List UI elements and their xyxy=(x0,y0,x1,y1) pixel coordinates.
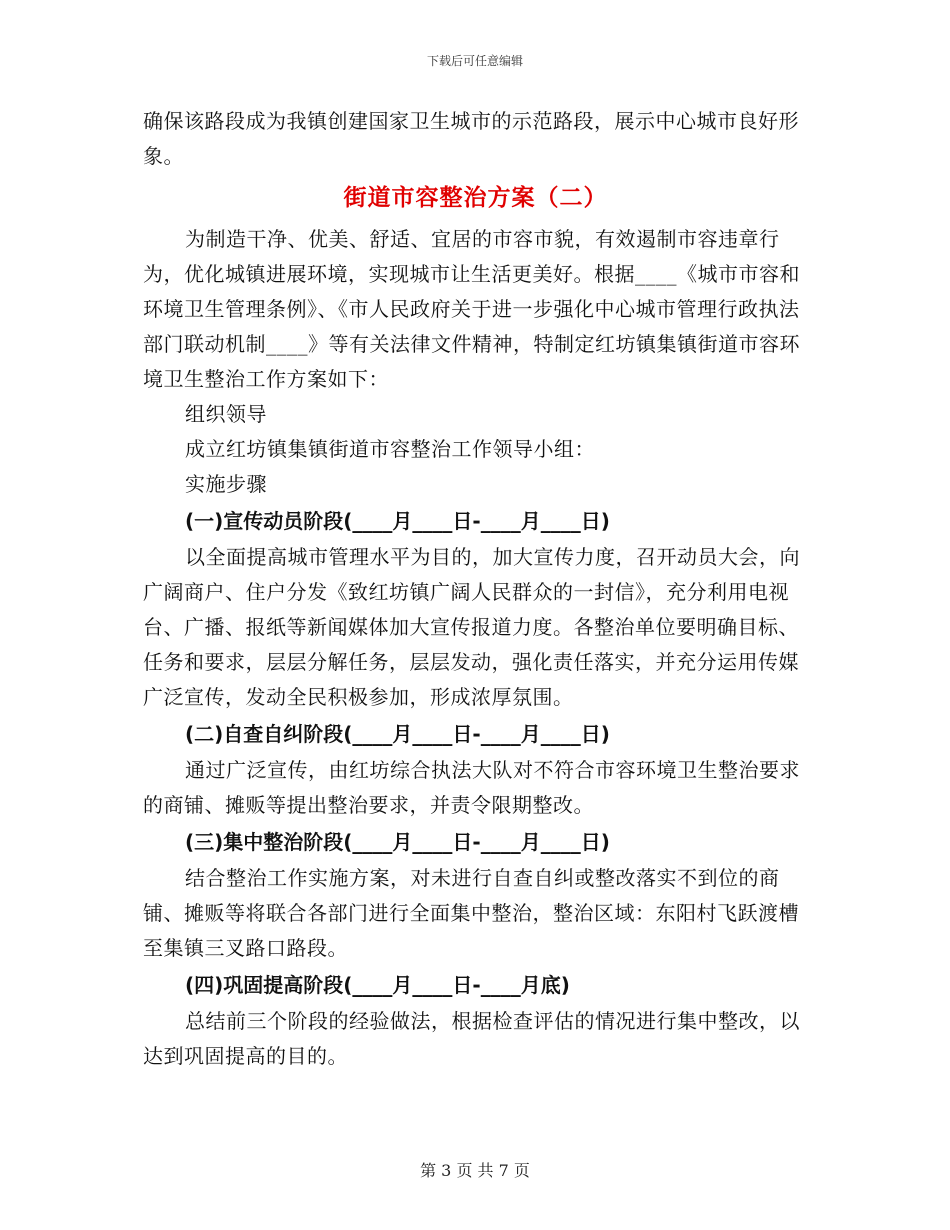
stage4-body: 总结前三个阶段的经验做法，根据检查评估的情况进行集中整改，以达到巩固提高的目的。 xyxy=(143,1009,800,1068)
org-group-paragraph: 成立红坊镇集镇街道市容整治工作领导小组： xyxy=(185,437,595,461)
stage1-heading: (一)宣传动员阶段(____月____日-____月____日) xyxy=(185,509,610,533)
page-header: 下载后可任意编辑 xyxy=(426,54,523,68)
stage3-body: 结合整治工作实施方案，对未进行自查自纠或整改落实不到位的商铺、摊贩等将联合各部门进行全面集中整治，整治区域：东阳村飞跃渡槽至集镇三叉路口路段。 xyxy=(143,866,799,960)
continuation-paragraph: 确保该路段成为我镇创建国家卫生城市的示范路段，展示中心城市良好形象。 xyxy=(143,109,799,168)
stage3-heading: (三)集中整治阶段(____月____日-____月____日) xyxy=(185,830,610,854)
stage1-body: 以全面提高城市管理水平为目的，加大宣传力度，召开动员大会，向广阔商户、住户分发《致红坊镇广阔人民群众的一封信》，充分利用电视台、广播、报纸等新闻媒体加大宣传报道力度。各整治单位要明确目标、任务和要求，层层分解任务，层层发动，强化责任落实，并充分运用传媒广泛宣传，发动全民积极参加，形成浓厚氛围。 xyxy=(143,545,800,709)
stage4-heading: (四)巩固提高阶段(____月____日-____月底) xyxy=(185,973,570,997)
steps-label: 实施步骤 xyxy=(185,472,267,496)
document-title: 街道市容整治方案（二） xyxy=(343,184,608,211)
org-leadership-label: 组织领导 xyxy=(185,402,267,426)
stage2-heading: (二)自查自纠阶段(____月____日-____月____日) xyxy=(185,722,610,746)
stage2-body: 通过广泛宣传，由红坊综合执法大队对不符合市容环境卫生整治要求的商铺、摊贩等提出整治要求，并责令限期整改。 xyxy=(143,758,800,817)
page-footer: 第 3 页 共 7 页 xyxy=(420,1161,530,1180)
document-body xyxy=(143,104,808,1074)
intro-paragraph: 为制造干净、优美、舒适、宜居的市容市貌，有效遏制市容违章行为，优化城镇进展环境，实现城市让生活更美好。根据____《城市市容和环境卫生管理条例》、《市人民政府关于进一步强化中心城市管理行政执法部门联动机制____》等有关法律文件精神，特制定红坊镇集镇街道市容环境卫生整治工作方案如下： xyxy=(143,227,800,391)
